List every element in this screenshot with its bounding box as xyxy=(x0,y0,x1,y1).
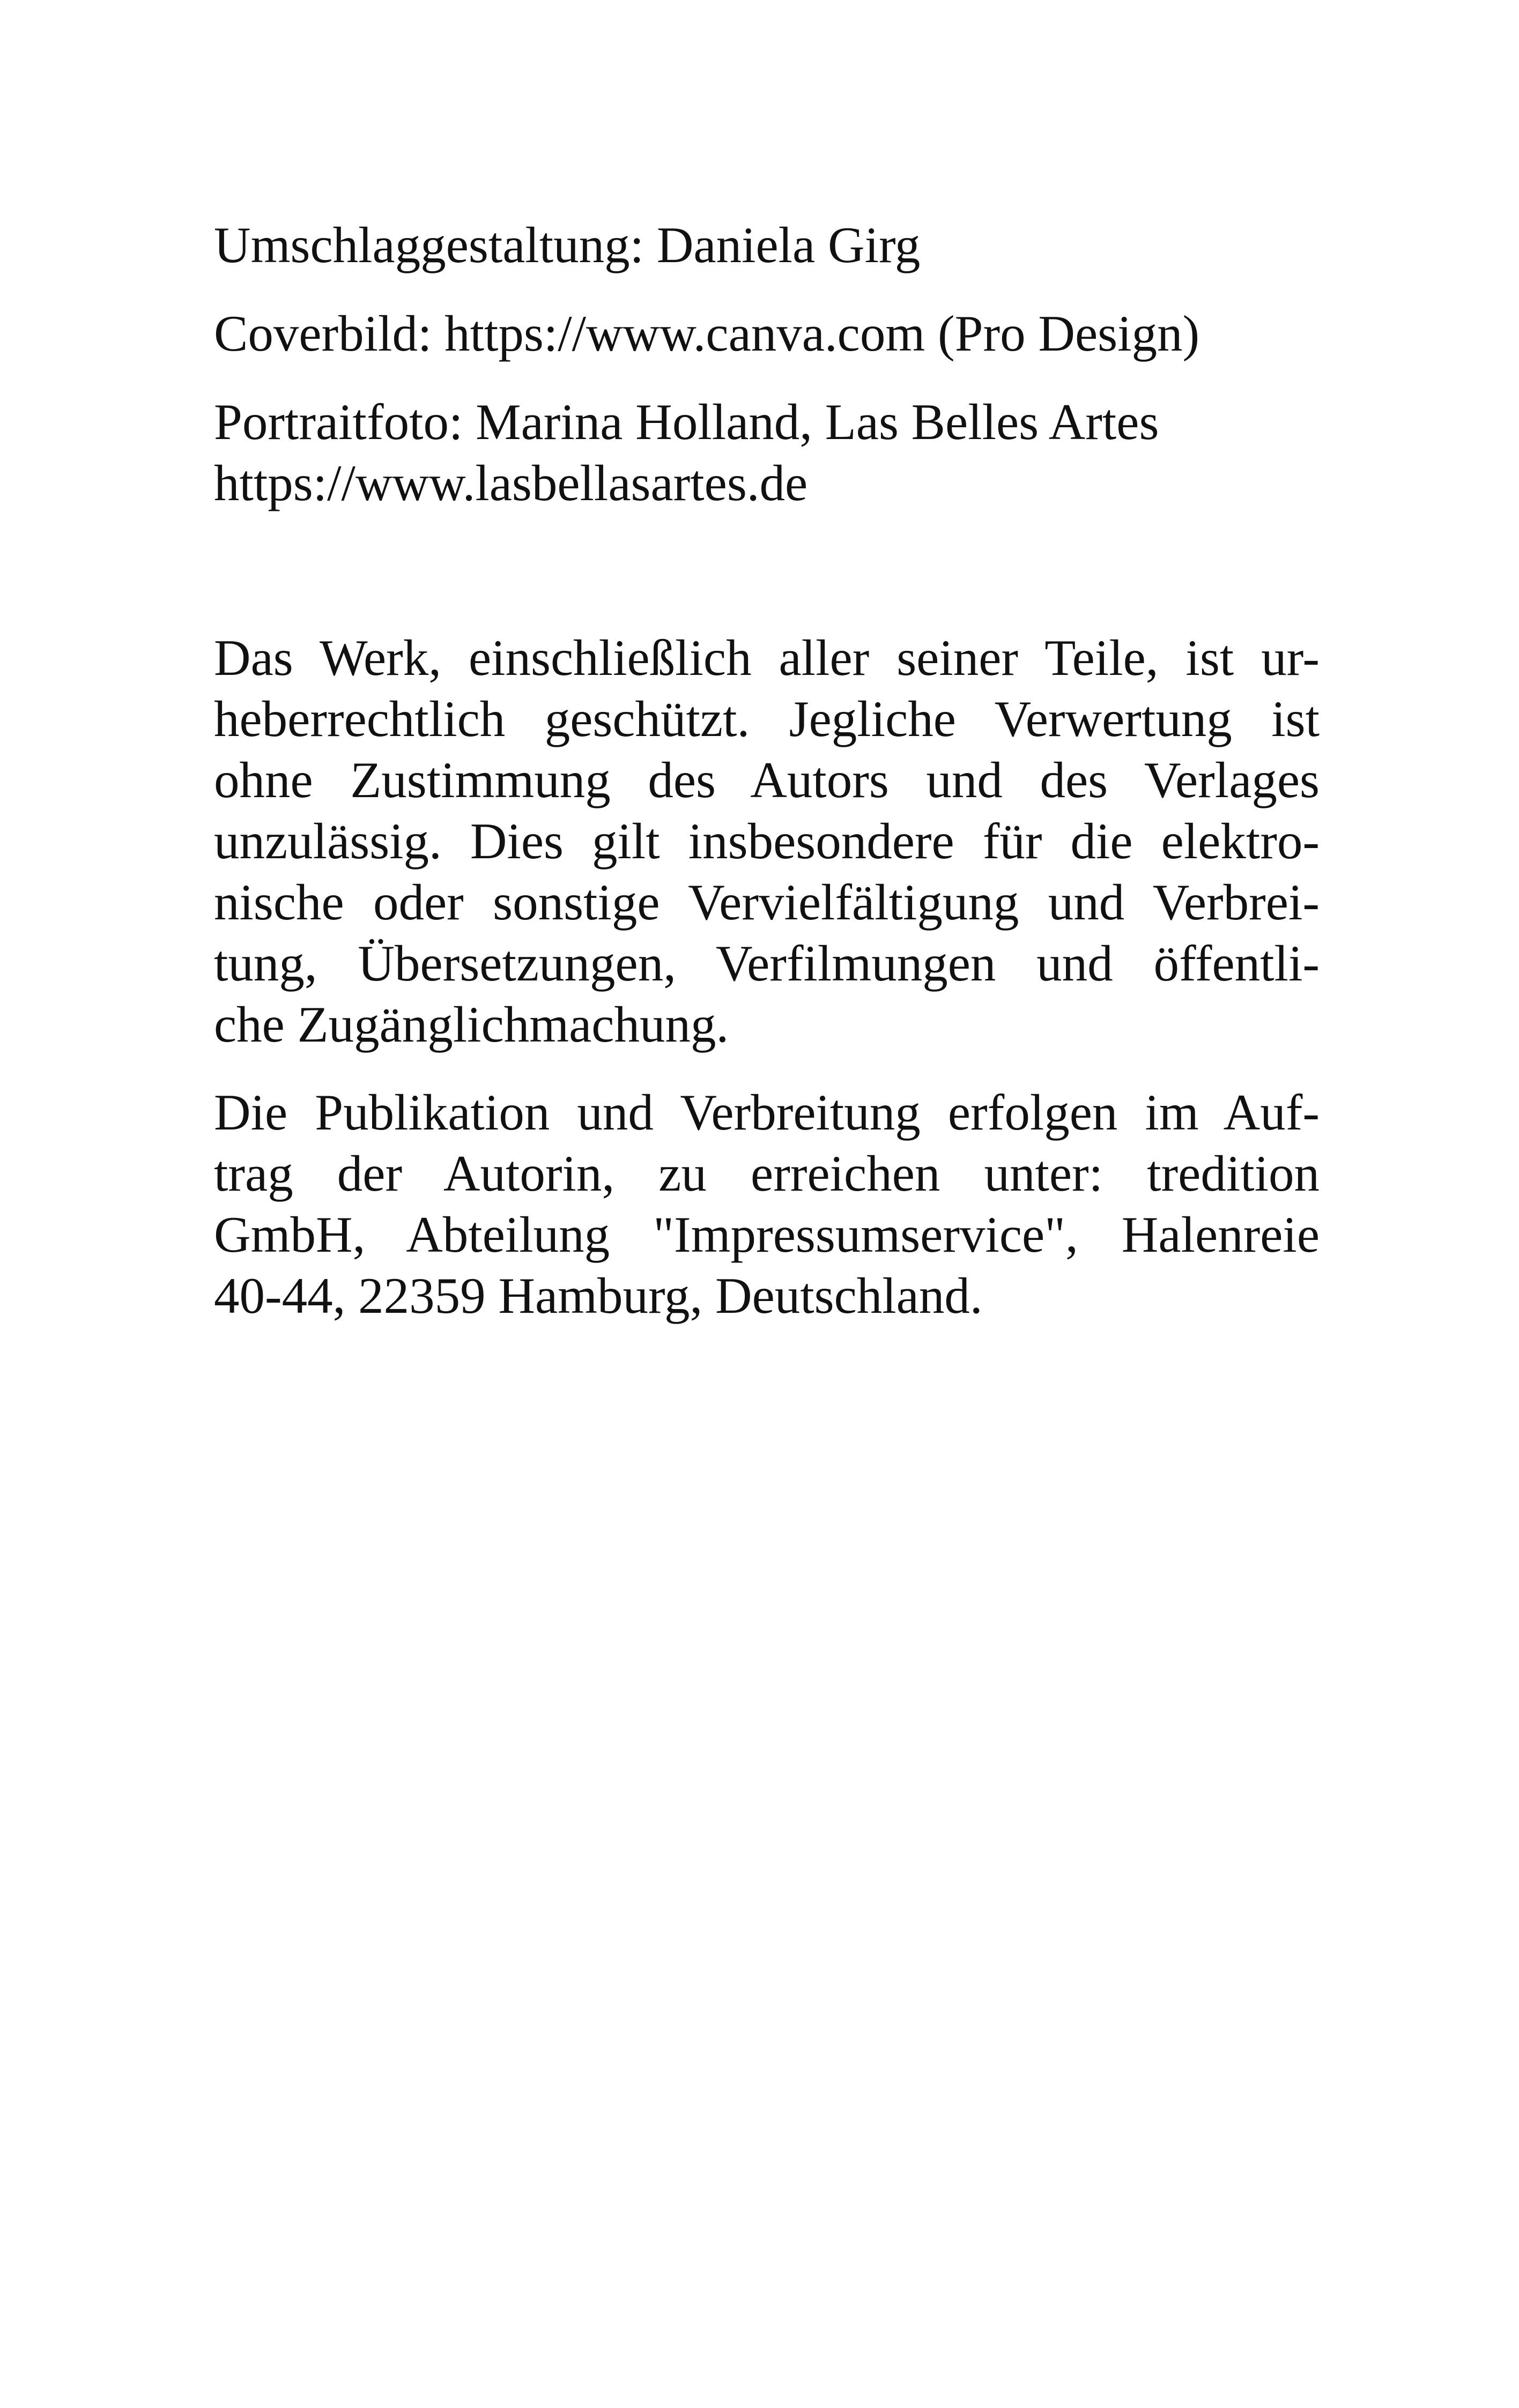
publication-notice-line: 40-44, 22359 Hamburg, Deutschland. xyxy=(214,1267,983,1324)
copyright-notice-line: heberrechtlich geschützt. Jegliche Verwertung ist xyxy=(214,690,1320,747)
portrait-photo-credit-line: Portraitfoto: Marina Holland, Las Belles Artes xyxy=(214,393,1159,450)
copyright-notice-line: nische oder sonstige Vervielfältigung und Verbrei- xyxy=(214,874,1320,931)
publication-notice-line: GmbH, Abteilung "Impressumservice", Halenreie xyxy=(214,1206,1320,1263)
cover-design-credit: Umschlaggestaltung: Daniela Girg xyxy=(214,217,921,273)
copyright-notice-line: ohne Zustimmung des Autors und des Verlages xyxy=(214,752,1320,808)
copyright-notice-line: Das Werk, einschließlich aller seiner Teile, ist ur- xyxy=(214,629,1320,686)
cover-image-credit: Coverbild: https://www.canva.com (Pro Design) xyxy=(214,305,1200,362)
copyright-notice xyxy=(214,627,1320,1055)
copyright-notice-line: che Zugänglichmachung. xyxy=(214,996,729,1053)
publication-notice-line: trag der Autorin, zu erreichen unter: tredition xyxy=(214,1145,1320,1202)
publication-notice xyxy=(214,1082,1320,1326)
copyright-notice-line: unzulässig. Dies gilt insbesondere für die elektro- xyxy=(214,813,1320,869)
publication-notice-line: Die Publikation und Verbreitung erfolgen im Auf- xyxy=(214,1084,1320,1141)
copyright-notice-line: tung, Übersetzungen, Verfilmungen und öffentli- xyxy=(214,935,1320,992)
credits-block xyxy=(214,214,1320,541)
portrait-photo-credit xyxy=(214,391,1320,514)
legal-block xyxy=(214,627,1320,1353)
portrait-photo-url: https://www.lasbellasartes.de xyxy=(214,455,808,511)
